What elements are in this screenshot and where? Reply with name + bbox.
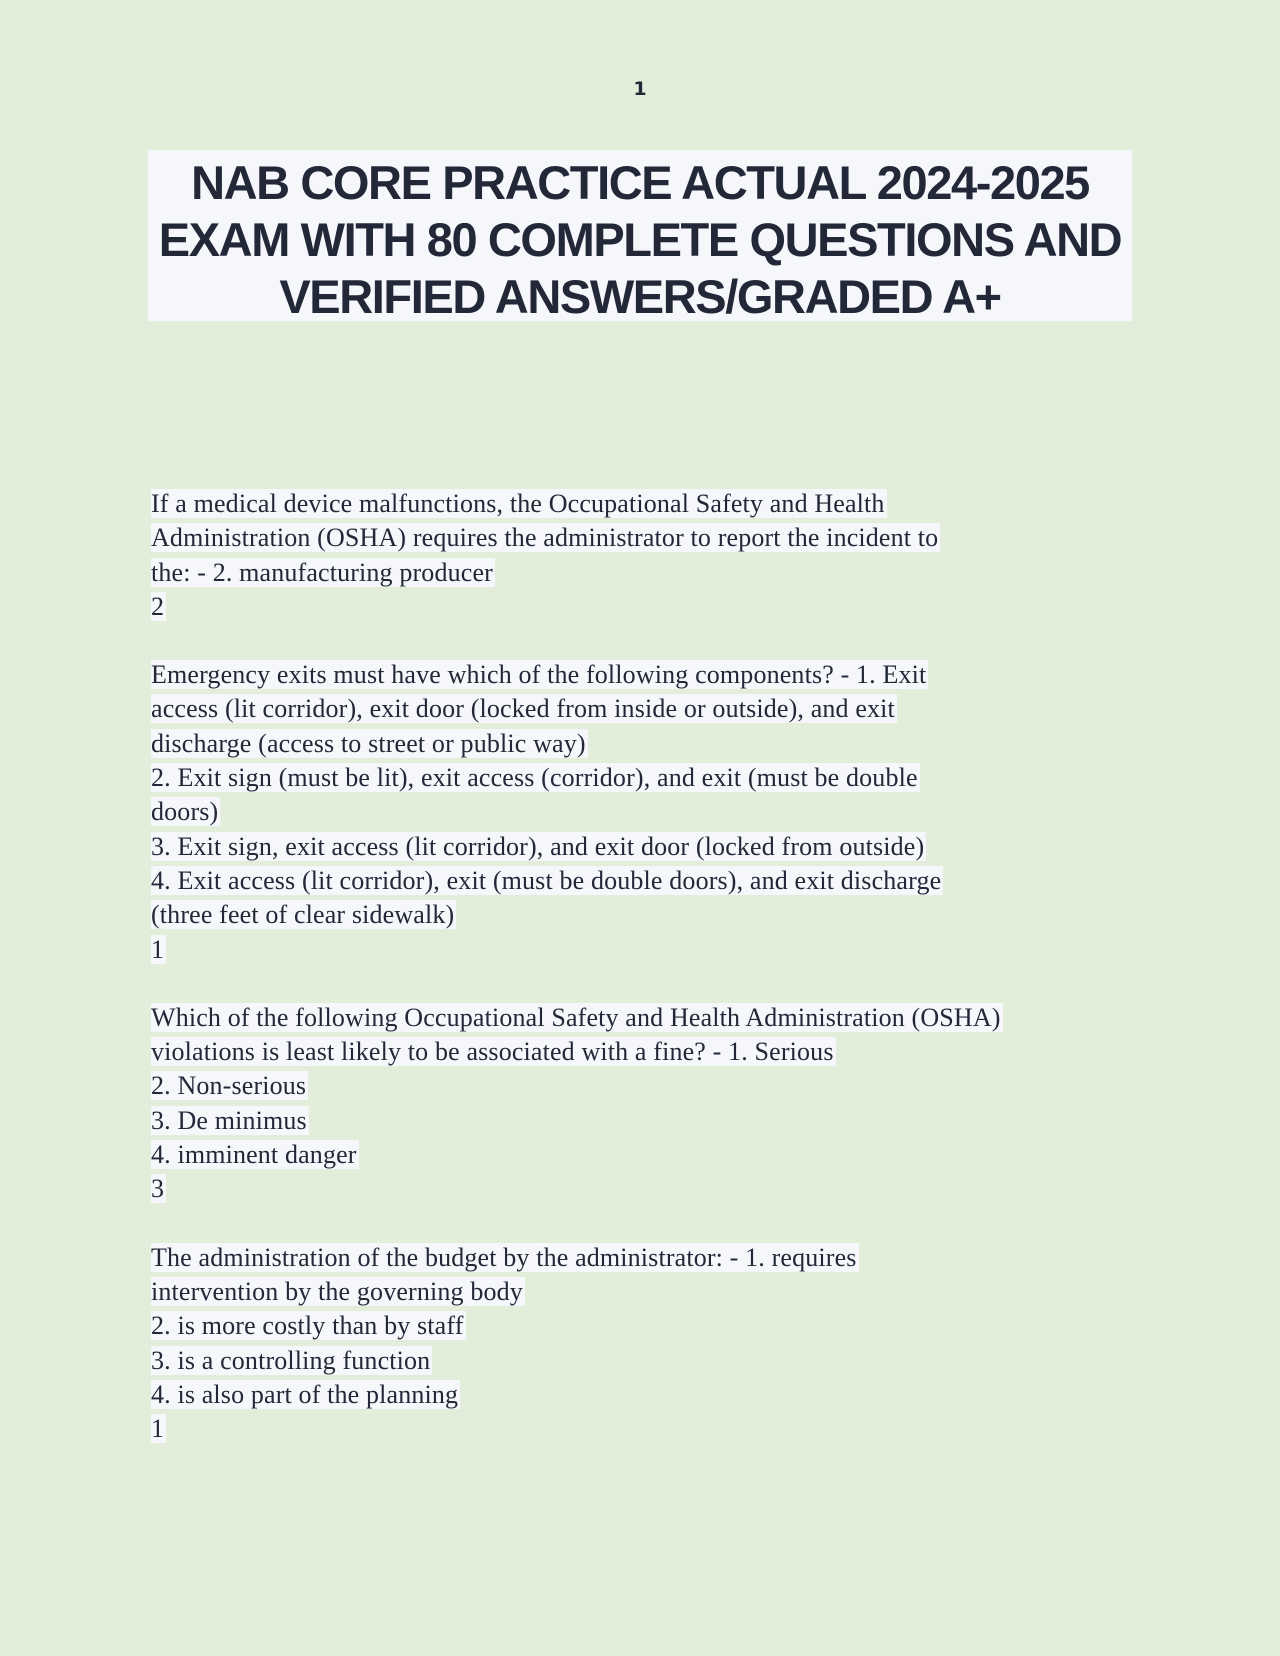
question-item: [151, 1241, 1131, 1447]
question-list: [151, 487, 1131, 1480]
answer-option-line: 4. imminent danger: [151, 1140, 357, 1170]
question-text-line: The administration of the budget by the administrator: - 1. requires: [151, 1242, 857, 1272]
answer-option-line: 2. is more costly than by staff: [151, 1311, 464, 1341]
question-text-line: Administration (OSHA) requires the administrator to report the incident to: [151, 523, 939, 553]
question-text-line: access (lit corridor), exit door (locked from inside or outside), and exit: [151, 694, 895, 724]
question-text-line: If a medical device malfunctions, the Occupational Safety and Health: [151, 489, 885, 518]
answer-option-line: 3. Exit sign, exit access (lit corridor), and exit door (locked from outside): [151, 831, 925, 861]
answer-option-line: 3. is a controlling function: [151, 1345, 431, 1375]
answer-number: 2: [151, 591, 165, 621]
answer-option-line: doors): [151, 797, 219, 827]
title-line: EXAM WITH 80 COMPLETE QUESTIONS AND: [158, 213, 1122, 266]
question-item: [151, 1001, 1131, 1207]
question-item: [151, 487, 1131, 624]
answer-number: 1: [151, 1414, 165, 1444]
title-line: VERIFIED ANSWERS/GRADED A+: [279, 270, 1001, 323]
question-text-line: discharge (access to street or public way): [151, 728, 586, 758]
question-text-line: intervention by the governing body: [151, 1276, 523, 1306]
answer-option-line: 2. Exit sign (must be lit), exit access (corridor), and exit (must be double: [151, 763, 918, 793]
question-text-line: Which of the following Occupational Safety and Health Administration (OSHA): [151, 1002, 1001, 1032]
page-number: 1: [633, 78, 647, 100]
answer-number: 3: [151, 1174, 165, 1204]
document-title: [148, 150, 1132, 321]
question-item: [151, 658, 1131, 967]
question-text-line: Emergency exits must have which of the following components? - 1. Exit: [151, 660, 927, 690]
title-line: NAB CORE PRACTICE ACTUAL 2024-2025: [191, 156, 1089, 209]
answer-number: 1: [151, 934, 165, 964]
answer-option-line: (three feet of clear sidewalk): [151, 900, 455, 930]
answer-option-line: 4. Exit access (lit corridor), exit (must be double doors), and exit discharge: [151, 865, 942, 895]
answer-option-line: 4. is also part of the planning: [151, 1379, 459, 1409]
question-text-line: violations is least likely to be associated with a fine? - 1. Serious: [151, 1037, 834, 1067]
answer-option-line: 2. Non-serious: [151, 1071, 307, 1101]
answer-option-line: 3. De minimus: [151, 1105, 307, 1135]
question-text-line: the: - 2. manufacturing producer: [151, 557, 493, 587]
